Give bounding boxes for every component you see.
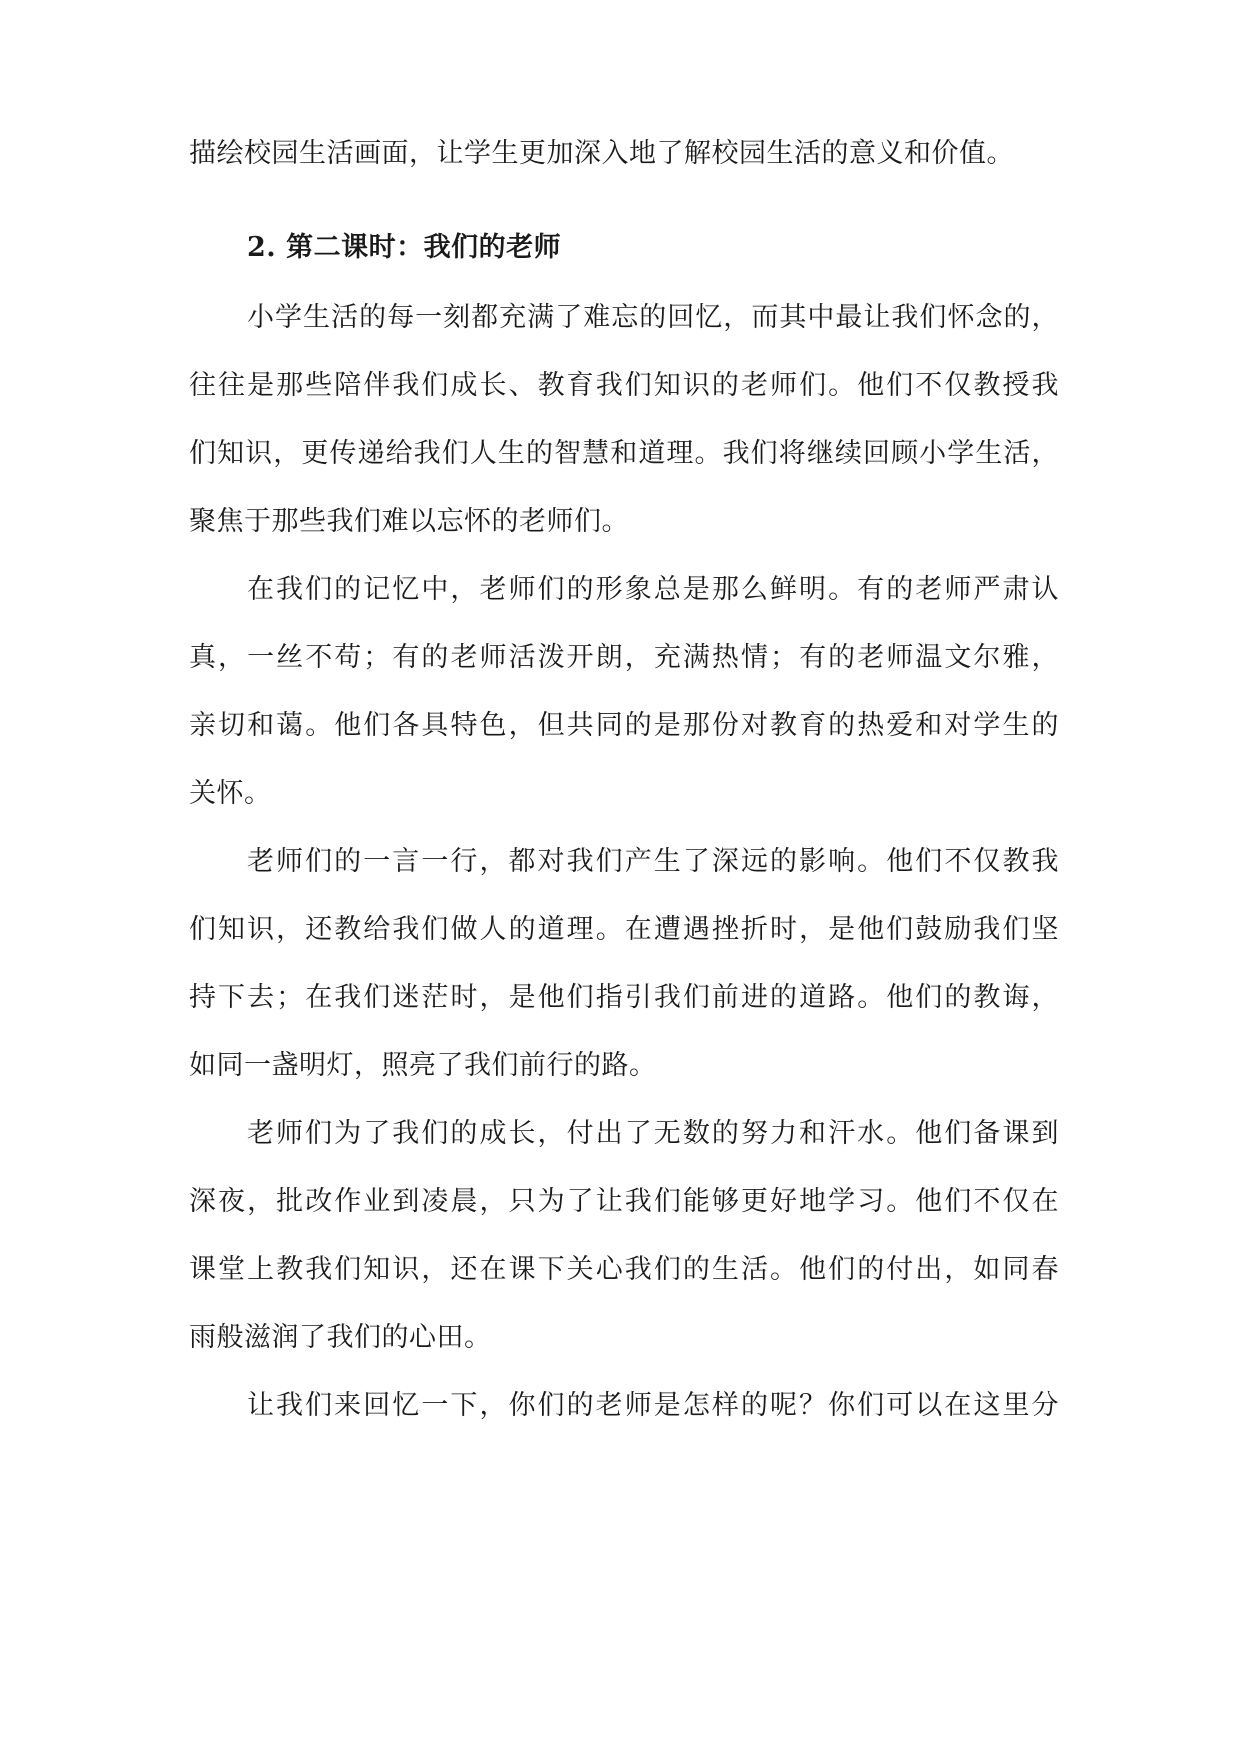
paragraph-line: 们知识，更传递给我们人生的智慧和道理。我们将继续回顾小学生活， bbox=[189, 438, 1059, 469]
paragraph-line: 老师们为了我们的成长，付出了无数的努力和汗水。他们备课到 bbox=[247, 1118, 1059, 1149]
paragraph-line: 雨般滋润了我们的心田。 bbox=[189, 1322, 492, 1353]
paragraph-line: 聚焦于那些我们难以忘怀的老师们。 bbox=[189, 506, 629, 537]
paragraph-line: 们知识，还教给我们做人的道理。在遭遇挫折时，是他们鼓励我们坚 bbox=[189, 914, 1059, 945]
intro-tail-line: 描绘校园生活画面，让学生更加深入地了解校园生活的意义和价值。 bbox=[189, 138, 1014, 169]
section-heading: 2. 第二课时：我们的老师 bbox=[247, 232, 562, 263]
paragraph-line: 往往是那些陪伴我们成长、教育我们知识的老师们。他们不仅教授我 bbox=[189, 370, 1059, 401]
paragraph-line: 如同一盏明灯，照亮了我们前行的路。 bbox=[189, 1050, 657, 1081]
paragraph-line: 在我们的记忆中，老师们的形象总是那么鲜明。有的老师严肃认 bbox=[247, 574, 1059, 605]
paragraph-line: 持下去；在我们迷茫时，是他们指引我们前进的道路。他们的教诲， bbox=[189, 982, 1059, 1013]
paragraph-line: 真，一丝不苟；有的老师活泼开朗，充满热情；有的老师温文尔雅， bbox=[189, 642, 1059, 673]
paragraph-line: 亲切和蔼。他们各具特色，但共同的是那份对教育的热爱和对学生的 bbox=[189, 710, 1059, 741]
paragraph-line: 老师们的一言一行，都对我们产生了深远的影响。他们不仅教我 bbox=[247, 846, 1059, 877]
paragraph-line: 小学生活的每一刻都充满了难忘的回忆，而其中最让我们怀念的， bbox=[247, 302, 1059, 333]
paragraph-line: 课堂上教我们知识，还在课下关心我们的生活。他们的付出，如同春 bbox=[189, 1254, 1059, 1285]
paragraph-line: 深夜，批改作业到凌晨，只为了让我们能够更好地学习。他们不仅在 bbox=[189, 1186, 1059, 1217]
paragraph-line: 关怀。 bbox=[189, 778, 272, 809]
paragraph-line: 让我们来回忆一下，你们的老师是怎样的呢？你们可以在这里分 bbox=[247, 1390, 1059, 1421]
